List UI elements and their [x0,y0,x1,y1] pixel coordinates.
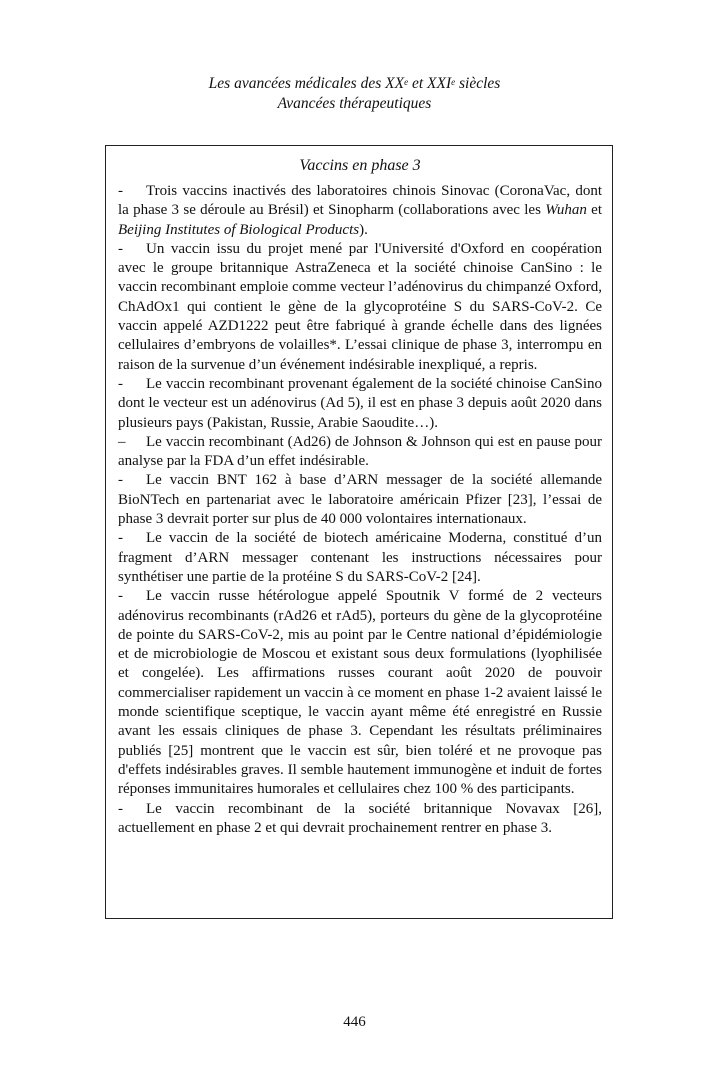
item-text: Trois vaccins inactivés des laboratoires chinois Sinovac (CoronaVac, dont la phase 3 se déroule au Brésil) et Sinopharm (collaborations avec les [118,183,602,219]
running-header [0,74,709,114]
item-text: Le vaccin recombinant de la société britannique Novavax [26], actuellement en phase 2 et qui devrait prochainement rentrer en phase 3. [118,800,602,836]
header-title-part-3: siècles [455,75,501,92]
list-dash: - [118,588,123,605]
item-text: ). [359,221,368,238]
page-number: 446 [343,1014,366,1030]
list-dash: - [118,530,123,547]
list-item-oxford-astrazeneca [118,240,602,375]
item-text: Un vaccin issu du projet mené par l'Université d'Oxford en coopération avec le groupe britannique AstraZeneca et la société chinoise CanSino : le vaccin recombinant emploie comme vecteur l’adénovirus du chimpanzé Oxford, ChAdOx1 qui contient le gène de la glycoprotéine S du SARS-CoV-2. Ce vaccin appelé AZD1222 peut être fabriqué à grande échelle dans des lignées cellulaires d’embryons de volailles*. L’essai clinique de phase 3, interrompu en raison de la survenue d’un événement indésirable inexpliqué, a repris. [118,240,602,373]
list-dash: - [118,240,123,257]
item-text: et [586,202,602,219]
item-text: Le vaccin de la société de biotech américaine Moderna, constitué d’un fragment d’ARN messager contenant les instructions nécessaires pour synthétiser une partie de la protéine S du SARS-CoV-2 [24]. [118,530,602,585]
list-item-cansino [118,375,602,433]
list-item-moderna [118,529,602,587]
item-text: Le vaccin recombinant (Ad26) de Johnson & Johnson qui est en pause pour analyse par la FDA d’un effet indésirable. [118,433,602,470]
item-text: Le vaccin recombinant provenant également de la société chinoise CanSino dont le vecteur est un adénovirus (Ad 5), il est en phase 3 depuis août 2020 dans plusieurs pays (Pakistan, Russie, Arabie Saoudite…). [118,375,602,431]
item-emphasis: Beijing Institutes of Biological Products [118,221,360,238]
list-dash: - [118,375,123,392]
header-title-part-1: Les avancées médicales des XX [208,75,405,92]
list-item-johnson-johnson [118,433,602,472]
list-item-sinovac-sinopharm [118,182,602,240]
list-item-novavax [118,800,602,839]
item-text: Le vaccin russe hétérologue appelé Spoutnik V formé de 2 vecteurs adénovirus recombinants (rAd26 et rAd5), porteurs du gène de la glycoprotéine de pointe du SARS-CoV-2, mis au point par le Centre national d’épidémiologie et de microbiologie de Moscou et existant sous deux formulations (lyophilisée et congelée). Les affirmations russes courant août 2020 de pouvoir commercialiser rapidement un vaccin à ce moment en phase 1-2 avaient laissé le monde scientifique sceptique, le vaccin ayant même été enregistré en Russie avant les essais cliniques de phase 3. Cependant les résultats préliminaires publiés [25] montrent que le vaccin est sûr, bien toléré et ne provoque pas d'effets indésirables graves. Il semble hautement immunogène et induit de fortes réponses immunitaires humorales et cellulaires chez 100 % des participants. [118,588,602,798]
item-text: Le vaccin BNT 162 à base d’ARN messager de la société allemande BioNTech en partenariat avec le laboratoire américain Pfizer [23], l’essai de phase 3 devrait porter sur plus de 40 000 volontaires internationaux. [118,472,602,528]
header-title-part-2: et XXI [408,75,452,92]
header-book-title [0,74,709,94]
list-dash: - [118,800,123,817]
list-item-spoutnik-v [118,587,602,799]
vaccine-phase3-box [105,145,613,919]
header-superscript-2: e [451,77,456,87]
item-emphasis: Wuhan [545,202,587,219]
list-dash: – [118,433,126,450]
header-section-title: Avancées thérapeutiques [277,95,432,112]
list-dash: - [118,183,123,199]
header-superscript-1: e [404,77,409,87]
list-item-biontech-pfizer [118,471,602,529]
box-title: Vaccins en phase 3 [299,157,421,174]
list-dash: - [118,472,123,489]
